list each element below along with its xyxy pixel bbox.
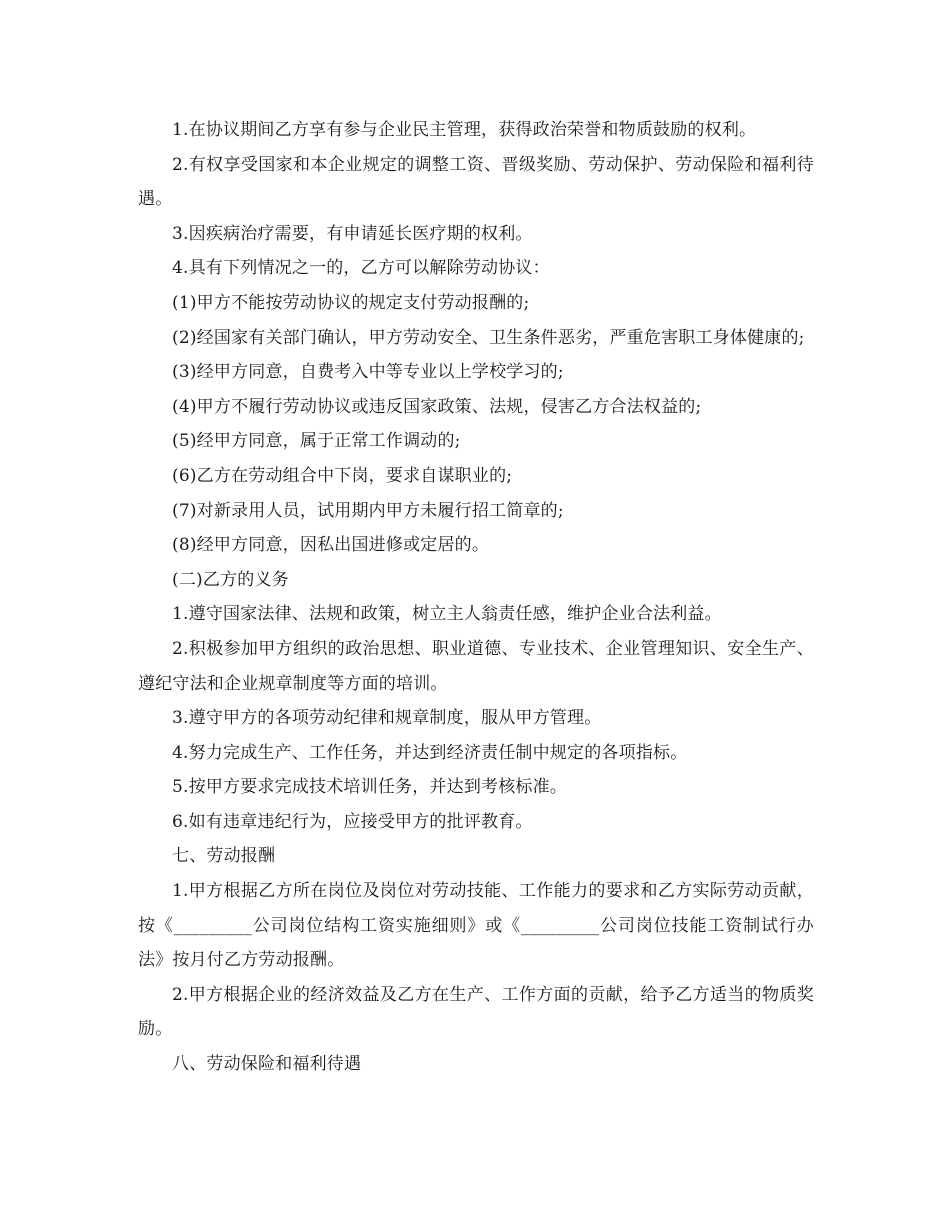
paragraph-remuneration-1: 1.甲方根据乙方所在岗位及岗位对劳动技能、工作能力的要求和乙方实际劳动贡献，按《_________公司岗位结构工资实施细则》或《_________公司岗位技能工资制试行办法》按月付乙方劳动报酬。	[138, 881, 814, 971]
section-heading-remuneration: 七、劳动报酬	[172, 846, 276, 867]
section-heading-insurance-welfare: 八、劳动保险和福利待遇	[172, 1054, 362, 1075]
paragraph-obligation-5: 5.按甲方要求完成技术培训任务，并达到考核标准。	[172, 777, 568, 798]
paragraph-obligation-4: 4.努力完成生产、工作任务，并达到经济责任制中规定的各项指标。	[172, 742, 688, 763]
paragraph-obligation-3: 3.遵守甲方的各项劳动纪律和规章制度，服从甲方管理。	[172, 708, 602, 729]
paragraph-condition-4: (4)甲方不履行劳动协议或违反国家政策、法规，侵害乙方合法权益的;	[172, 396, 702, 417]
paragraph-obligation-2: 2.积极参加甲方组织的政治思想、职业道德、专业技术、企业管理知识、安全生产、遵纪守法和企业规章制度等方面的培训。	[138, 638, 814, 694]
document-body	[138, 113, 814, 1082]
paragraph-obligation-1: 1.遵守国家法律、法规和政策，树立主人翁责任感，维护企业合法利益。	[172, 604, 722, 625]
paragraph-remuneration-2: 2.甲方根据企业的经济效益及乙方在生产、工作方面的贡献，给予乙方适当的物质奖励。	[138, 984, 814, 1040]
paragraph-condition-5: (5)经甲方同意，属于正常工作调动的;	[172, 431, 461, 452]
paragraph-right-participation: 1.在协议期间乙方享有参与企业民主管理，获得政治荣誉和物质鼓励的权利。	[172, 120, 757, 140]
paragraph-right-wages-benefits: 2.有权享受国家和本企业规定的调整工资、晋级奖励、劳动保护、劳动保险和福利待遇。	[138, 154, 814, 210]
paragraph-condition-2: (2)经国家有关部门确认，甲方劳动安全、卫生条件恶劣，严重危害职工身体健康的;	[172, 327, 805, 348]
paragraph-condition-7: (7)对新录用人员，试用期内甲方未履行招工简章的;	[172, 500, 564, 521]
section-heading-obligations: (二)乙方的义务	[172, 569, 289, 590]
paragraph-condition-6: (6)乙方在劳动组合中下岗，要求自谋职业的;	[172, 465, 513, 486]
paragraph-obligation-6: 6.如有违章违纪行为，应接受甲方的批评教育。	[172, 811, 533, 832]
paragraph-condition-3: (3)经甲方同意，自费考入中等专业以上学校学习的;	[172, 362, 564, 383]
paragraph-condition-1: (1)甲方不能按劳动协议的规定支付劳动报酬的;	[172, 292, 530, 313]
paragraph-condition-8: (8)经甲方同意，因私出国进修或定居的。	[172, 535, 490, 556]
paragraph-right-medical-leave: 3.因疾病治疗需要，有申请延长医疗期的权利。	[172, 223, 533, 244]
paragraph-termination-conditions: 4.具有下列情况之一的，乙方可以解除劳动协议：	[172, 258, 550, 279]
